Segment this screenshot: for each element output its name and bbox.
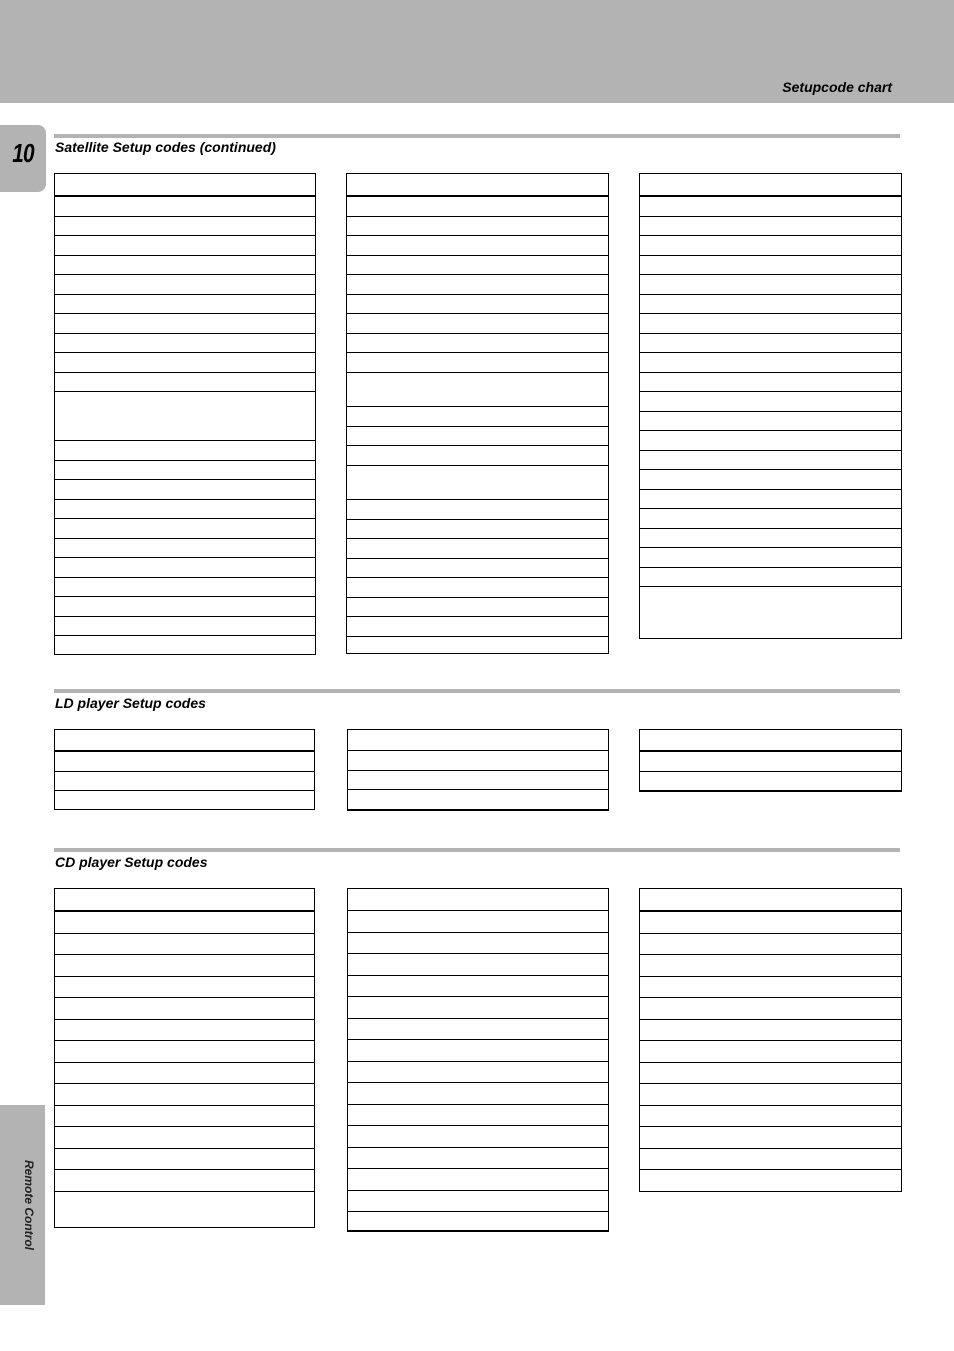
table-row [347, 407, 608, 427]
table-row [640, 955, 901, 977]
cd-table-3 [639, 888, 902, 1192]
satellite-table-3 [639, 173, 902, 639]
table-row [347, 314, 608, 334]
table-row [347, 520, 608, 540]
table-row [348, 1212, 608, 1231]
table-row [640, 1106, 901, 1128]
table-row [347, 466, 608, 501]
table-header-row [55, 889, 314, 912]
cd-table-1 [54, 888, 315, 1228]
table-row [347, 236, 608, 256]
table-row [55, 636, 315, 656]
section-rule-satellite [54, 134, 900, 138]
table-row [348, 954, 608, 976]
page-number: 10 [12, 138, 34, 168]
table-row [348, 1126, 608, 1148]
table-row [55, 558, 315, 578]
table-row [348, 1169, 608, 1191]
table-row [348, 976, 608, 998]
table-row [640, 548, 901, 568]
table-row [347, 539, 608, 559]
table-row [55, 955, 314, 977]
table-header-row [640, 889, 901, 912]
table-row [640, 998, 901, 1020]
table-header-row [640, 730, 901, 752]
table-row [347, 637, 608, 657]
table-row [55, 934, 314, 956]
table-row [55, 1063, 314, 1085]
table-row [55, 912, 314, 934]
table-row [640, 1084, 901, 1106]
table-row [640, 934, 901, 956]
table-row [347, 334, 608, 354]
header-title: Setupcode chart [782, 79, 892, 95]
table-row [640, 197, 901, 217]
table-row [347, 295, 608, 315]
section-title-ld: LD player Setup codes [55, 695, 206, 711]
table-row [55, 977, 314, 999]
table-row [640, 1063, 901, 1085]
table-row [55, 480, 315, 500]
table-row [640, 295, 901, 315]
table-row [55, 461, 315, 481]
section-rule-ld [54, 689, 900, 693]
table-row [55, 353, 315, 373]
table-row [347, 197, 608, 217]
table-row [55, 1106, 314, 1128]
table-row [640, 217, 901, 237]
table-row [347, 617, 608, 637]
table-row [348, 751, 608, 771]
satellite-table-2 [346, 173, 609, 654]
table-row [640, 490, 901, 510]
table-row [640, 334, 901, 354]
table-row [640, 373, 901, 393]
table-row [55, 772, 314, 792]
table-row [640, 977, 901, 999]
table-row [348, 771, 608, 791]
table-row [55, 1084, 314, 1106]
table-row [348, 1105, 608, 1127]
side-tab-label: Remote Control [22, 1160, 36, 1250]
table-row [55, 578, 315, 598]
table-row [55, 217, 315, 237]
table-row [347, 256, 608, 276]
table-row [55, 314, 315, 334]
table-row [347, 217, 608, 237]
table-row [640, 912, 901, 934]
table-row [55, 236, 315, 256]
table-row [55, 1127, 314, 1149]
table-row [55, 617, 315, 637]
table-row [55, 752, 314, 772]
table-row [640, 529, 901, 549]
table-row [348, 933, 608, 955]
table-row [55, 295, 315, 315]
table-row [640, 568, 901, 588]
table-header-row [347, 174, 608, 197]
table-row [55, 334, 315, 354]
table-row [640, 1149, 901, 1171]
table-header-row [55, 174, 315, 197]
table-row [55, 1170, 314, 1192]
table-row [640, 1127, 901, 1149]
table-row [640, 431, 901, 451]
table-row [347, 598, 608, 618]
table-header-row [640, 174, 901, 197]
table-row [348, 1040, 608, 1062]
table-row [55, 441, 315, 461]
table-row [55, 1020, 314, 1042]
table-row [348, 1062, 608, 1084]
table-row [348, 1083, 608, 1105]
table-row [640, 772, 901, 791]
table-row [640, 412, 901, 432]
table-row [55, 197, 315, 217]
table-row [640, 752, 901, 772]
table-row [348, 911, 608, 933]
table-row [348, 997, 608, 1019]
table-row [55, 275, 315, 295]
ld-table-1 [54, 729, 315, 810]
section-title-cd: CD player Setup codes [55, 854, 208, 870]
table-row [640, 451, 901, 471]
table-row [347, 578, 608, 598]
table-row [347, 427, 608, 447]
table-row [348, 1191, 608, 1213]
table-row [347, 275, 608, 295]
table-row [55, 998, 314, 1020]
table-row [55, 597, 315, 617]
table-header-row [55, 730, 314, 752]
table-row [55, 373, 315, 393]
ld-table-3 [639, 729, 902, 792]
table-header-row [348, 730, 608, 751]
table-row [55, 256, 315, 276]
table-row [347, 353, 608, 373]
table-row [55, 791, 314, 809]
table-row [640, 314, 901, 334]
table-row [55, 1192, 314, 1228]
table-row [640, 392, 901, 412]
table-row [640, 470, 901, 490]
cd-table-2 [347, 888, 609, 1232]
table-row [640, 256, 901, 276]
table-row [348, 790, 608, 809]
table-row [55, 519, 315, 539]
satellite-table-1 [54, 173, 316, 655]
table-row [55, 392, 315, 441]
table-header-row [348, 889, 608, 911]
section-title-satellite: Satellite Setup codes (continued) [55, 139, 276, 155]
table-row [55, 539, 315, 559]
table-row [348, 1019, 608, 1041]
table-row [640, 353, 901, 373]
table-row [640, 275, 901, 295]
section-rule-cd [54, 848, 900, 852]
table-row [640, 1170, 901, 1190]
table-row [347, 446, 608, 466]
table-row [640, 587, 901, 621]
table-row [640, 509, 901, 529]
table-row [347, 500, 608, 520]
table-row [55, 1041, 314, 1063]
table-row [640, 1041, 901, 1063]
table-row [55, 1149, 314, 1171]
table-row [347, 559, 608, 579]
table-row [347, 373, 608, 408]
table-row [640, 1020, 901, 1042]
table-row [55, 500, 315, 520]
table-row [348, 1148, 608, 1170]
ld-table-2 [347, 729, 609, 811]
table-row [640, 236, 901, 256]
